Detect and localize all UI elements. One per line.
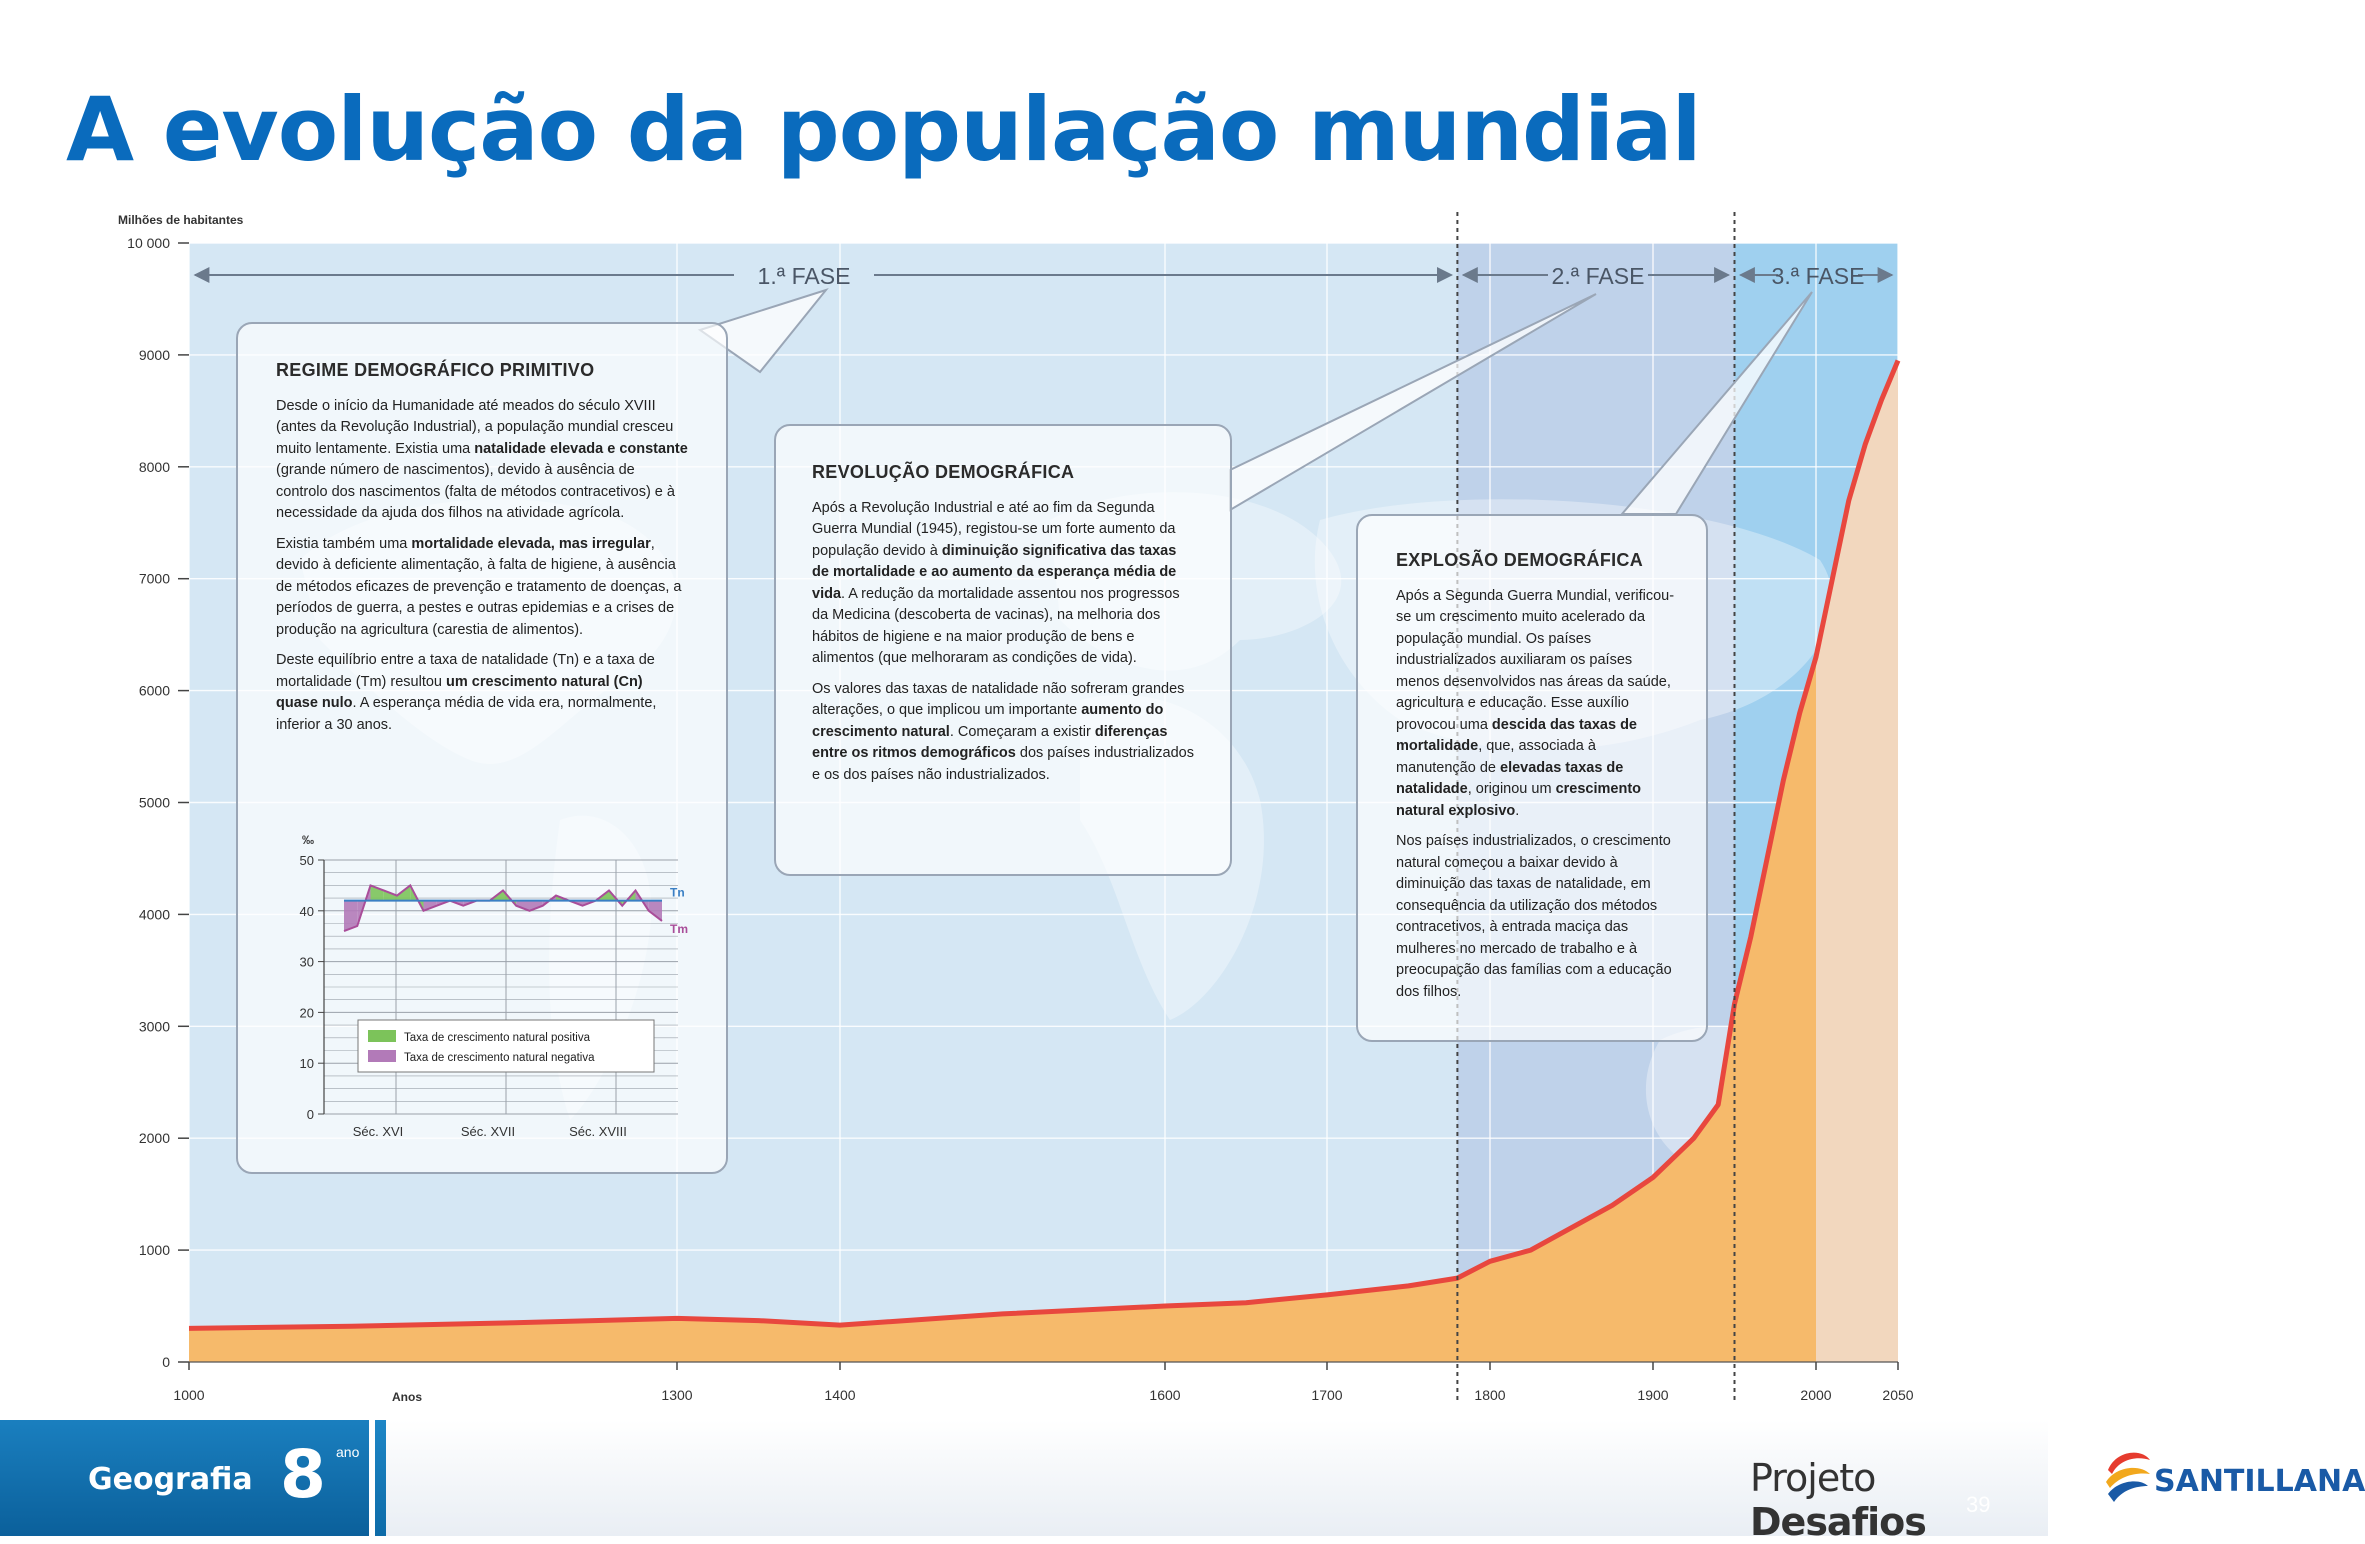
infobox-title: REVOLUÇÃO DEMOGRÁFICA — [812, 462, 1075, 482]
inset-x-tick-label: Séc. XVIII — [569, 1124, 627, 1139]
x-tick-label: 1900 — [1637, 1387, 1669, 1403]
infobox-paragraph — [276, 534, 688, 642]
text-emphasis: natalidade elevada e constante — [474, 440, 688, 457]
text-emphasis: descida das taxas de mortalidade — [1396, 716, 1637, 754]
infobox-paragraph — [276, 650, 688, 736]
phase-label: 2.ª FASE — [1551, 263, 1645, 289]
y-tick-label: 5000 — [138, 794, 170, 811]
text-span: Os valores das taxas de natalidade não sofreram grandes alterações, o que implicou um importante — [812, 680, 1185, 718]
infobox-paragraph — [812, 498, 1194, 670]
x-tick-label: 1600 — [1149, 1387, 1181, 1403]
x-tick-label: 1400 — [824, 1387, 856, 1403]
infobox-paragraph — [812, 679, 1194, 787]
project-logo — [1750, 1456, 2048, 1544]
text-span: , que, associada à manutenção de — [1396, 738, 1596, 776]
infobox-paragraph — [276, 396, 688, 525]
x-tick-label: 1000 — [173, 1387, 205, 1403]
y-tick-label: 6000 — [138, 682, 170, 699]
y-tick-label: 2000 — [138, 1130, 170, 1147]
x-axis-label: Anos — [392, 1390, 422, 1404]
text-span: . A redução da mortalidade assentou nos progressos da Medicina (descoberta de vacinas), na melhoria dos hábitos de higiene e na maior produção de bens e alimentos (que melhoraram as condições de vida). — [812, 585, 1180, 666]
text-emphasis: diferenças entre os ritmos demográficos — [812, 723, 1168, 761]
y-tick-label: 8000 — [138, 458, 170, 475]
x-tick-label: 1300 — [661, 1387, 693, 1403]
infobox-title: EXPLOSÃO DEMOGRÁFICA — [1396, 550, 1644, 570]
infobox-revolucao-demografica — [774, 424, 1232, 876]
inset-rates-chart — [266, 824, 696, 1144]
y-axis-label: Milhões de habitantes — [118, 213, 244, 227]
x-tick-label: 1700 — [1311, 1387, 1343, 1403]
inset-legend-label: Taxa de crescimento natural positiva — [404, 1032, 591, 1044]
inset-x-tick-label: Séc. XVI — [352, 1124, 404, 1139]
text-span: , originou um — [1467, 781, 1556, 797]
text-emphasis: mortalidade elevada, mas irregular — [411, 535, 651, 552]
x-tick-label: 2000 — [1800, 1387, 1832, 1403]
inset-y-tick-label: 10 — [299, 1056, 314, 1072]
inset-y-tick-label: 20 — [299, 1005, 314, 1021]
text-span: Deste equilíbrio entre a taxa de natalidade (Tn) e a taxa de mortalidade (Tm) resultou — [276, 652, 655, 690]
x-tick-label: 1800 — [1474, 1387, 1506, 1403]
y-tick-label: 4000 — [138, 906, 170, 923]
inset-y-tick-label: 30 — [299, 954, 314, 970]
project-name-b: Desafios — [1750, 1500, 1926, 1544]
inset-x-tick-label: Séc. XVII — [460, 1124, 516, 1139]
inset-y-tick-label: 0 — [306, 1107, 314, 1122]
footer-brand-panel — [386, 1420, 2365, 1544]
y-tick-label: 1000 — [138, 1242, 170, 1259]
text-span: Desde o início da Humanidade até meados do século XVIII (antes da Revolução Industrial), a população mundial cresceu muito lentamente. Existia uma — [276, 397, 674, 457]
inset-legend-label: Taxa de crescimento natural negativa — [404, 1052, 595, 1064]
text-emphasis: crescimento natural explosivo — [1396, 781, 1642, 819]
infobox-title: REGIME DEMOGRÁFICO PRIMITIVO — [276, 360, 595, 380]
publisher-logo: SANTILLANA — [2154, 1464, 2365, 1499]
footer-bar — [0, 1420, 2365, 1544]
subject-label: Geografia — [88, 1462, 253, 1497]
text-span: dos países industrializados e os dos países não industrializados. — [812, 745, 1194, 783]
infobox-explosao-demografica — [1356, 514, 1708, 1042]
text-emphasis: aumento do crescimento natural — [812, 702, 1164, 740]
infobox-regime-primitivo — [236, 322, 728, 1174]
text-emphasis: diminuição significativa das taxas de mortalidade e ao aumento da esperança média de vida — [812, 542, 1177, 602]
y-tick-label: 10 000 — [127, 235, 170, 251]
phase-label: 1.ª FASE — [757, 263, 851, 289]
inset-legend-swatch-positive — [368, 1030, 396, 1042]
grade-mark: ano — [336, 1444, 360, 1460]
text-emphasis: um crescimento natural (Cn) quase nulo — [276, 673, 643, 711]
inset-series-label-tm: Tm — [670, 922, 688, 937]
text-span: Existia também uma — [276, 535, 412, 552]
text-span: Após a Segunda Guerra Mundial, verificou-se um crescimento muito acelerado da população mundial. Os países industrializados auxiliaram os países menos desenvolvidos nas áreas da saúde, agricultura e educação. Esse auxílio provocou uma — [1396, 587, 1675, 733]
text-span: (grande número de nascimentos), devido à ausência de controlo dos nascimentos (falta de métodos contracetivos) e à necessidade da ajuda dos filhos na atividade agrícola. — [276, 462, 675, 521]
inset-legend-box — [358, 1020, 654, 1072]
text-span: Após a Revolução Industrial e até ao fim da Segunda Guerra Mundial (1945), registou-se um forte aumento da população devido à — [812, 499, 1176, 559]
y-tick-label: 0 — [162, 1354, 170, 1370]
x-tick-label: 2050 — [1882, 1387, 1914, 1403]
text-span: . Começaram a existir — [949, 723, 1095, 740]
page-number: 39 — [1966, 1492, 1991, 1517]
grade-number: 8 — [280, 1436, 326, 1513]
y-tick-label: 7000 — [138, 570, 170, 587]
slide-title: A evolução da população mundial — [66, 78, 1701, 181]
project-name-a: Projeto — [1750, 1456, 1876, 1500]
inset-y-tick-label: 40 — [299, 903, 314, 919]
inset-difference-area — [649, 901, 662, 921]
footer-subject-panel — [0, 1420, 375, 1536]
inset-legend — [358, 1020, 654, 1072]
santillana-logo-icon — [2102, 1446, 2154, 1506]
text-span: . — [1515, 802, 1520, 819]
phase-label: 3.ª FASE — [1771, 263, 1865, 289]
y-tick-label: 9000 — [138, 346, 170, 363]
inset-series-label-tn: Tn — [670, 885, 685, 900]
text-span: . A esperança média de vida era, normalmente, inferior a 30 anos. — [276, 695, 657, 733]
infobox-paragraph — [1396, 586, 1676, 823]
infobox-paragraph: Nos países industrializados, o crescimento natural começou a baixar devido à diminuição das taxas de natalidade, em consequência da utilização dos métodos contracetivos, à entrada maciça das mulheres no mercado de trabalho e à preocupação das famílias com a educação dos filhos. — [1396, 833, 1672, 1000]
inset-legend-swatch-negative — [368, 1050, 396, 1062]
inset-unit-label: ‰ — [302, 833, 314, 847]
inset-y-tick-label: 50 — [299, 853, 314, 868]
text-span: , devido à deficiente alimentação, à falta de higiene, à ausência de métodos eficazes de prevenção e tratamento de doenças, a períodos de guerra, a pestes e outras epidemias e a crises de produção na agricultura (carestia de alimentos). — [276, 535, 682, 638]
text-emphasis: elevadas taxas de natalidade — [1396, 759, 1624, 797]
y-tick-label: 3000 — [138, 1018, 170, 1035]
